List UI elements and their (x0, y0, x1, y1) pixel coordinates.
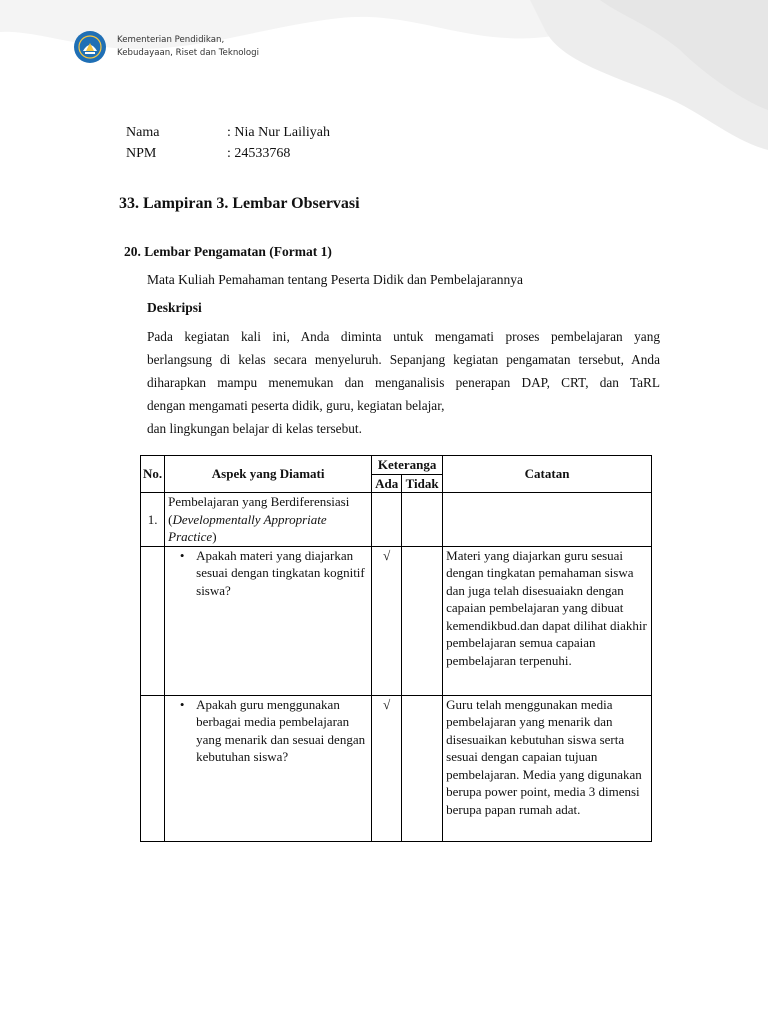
letterhead (74, 31, 259, 63)
description-line: dan lingkungan belajar di kelas tersebut. (147, 421, 362, 436)
aspect-question: Apakah materi yang diajarkan sesuai dengan tingkatan kognitif siswa? (196, 547, 365, 598)
ministry-line-2: Kebudayaan, Riset dan Teknologi (117, 48, 260, 58)
table-row (141, 695, 652, 841)
identity-block (126, 122, 330, 164)
header-aspek: Aspek yang Diamati (165, 456, 372, 493)
section-title: 33. Lampiran 3. Lembar Observasi (119, 195, 360, 212)
catatan-cell (443, 493, 652, 547)
ministry-name (117, 34, 259, 60)
ada-check: √ (372, 546, 402, 695)
description-line: dengan mengamati peserta didik, guru, kegiatan belajar, (147, 398, 445, 413)
catatan-text: Guru telah menggunakan media pembelajaran yang menarik dan disesuaikan kebutuhan siswa serta sesuai dengan capaian tujuan pembelajaran. Media yang digunakan berupa power point, media 3 dimensi berupa papan rumah adat. (443, 695, 652, 841)
description-line: Pada kegiatan kali ini, Anda diminta untuk mengamati proses pembelajaran yang (147, 329, 660, 344)
observation-table (140, 455, 652, 842)
name-value: : Nia Nur Lailiyah (227, 125, 331, 140)
description-line: diharapkan mampu menemukan dan menganalisis penerapan DAP, CRT, dan TaRL (147, 375, 660, 390)
aspect-category-close: ) (212, 529, 217, 544)
description-heading: Deskripsi (147, 300, 202, 315)
table-row (141, 493, 652, 547)
aspect-category-text: Pembelajaran yang Berdiferensiasi ( (168, 494, 350, 527)
table-header-row (141, 456, 652, 475)
tidak-cell (402, 695, 443, 841)
aspect-question: Apakah guru menggunakan berbagai media pembelajaran yang menarik dan sesuai dengan kebutuhan siswa? (196, 696, 366, 764)
bullet-icon: • (179, 547, 185, 563)
npm-value: : 24533768 (227, 146, 291, 161)
row-number (141, 546, 165, 695)
header-ada: Ada (372, 474, 402, 493)
ministry-line-1: Kementerian Pendidikan, (117, 35, 225, 45)
header-no: No. (141, 456, 165, 493)
aspect-category (165, 493, 372, 547)
row-number: 1. (141, 493, 165, 547)
tidak-cell (402, 493, 443, 547)
name-label: Nama (126, 125, 160, 140)
description-line: berlangsung di kelas secara menyeluruh. Sepanjang kegiatan pengamatan tersebut, Anda (147, 352, 660, 367)
tidak-cell (402, 546, 443, 695)
tut-wuri-handayani-logo-icon (74, 31, 106, 63)
header-catatan: Catatan (443, 456, 652, 493)
description-paragraph (147, 325, 660, 440)
ada-cell (372, 493, 402, 547)
aspect-item (165, 546, 372, 695)
header-keterangan: Keteranga (372, 456, 443, 475)
npm-row (126, 143, 330, 164)
aspect-category-italic: Developmentally Appropriate Practice (168, 511, 327, 544)
header-tidak: Tidak (402, 474, 443, 493)
course-title: Mata Kuliah Pemahaman tentang Peserta Didik dan Pembelajarannya (147, 272, 524, 287)
background-decoration (0, 0, 768, 180)
table-row (141, 546, 652, 695)
catatan-text: Materi yang diajarkan guru sesuai dengan tingkatan pemahaman siswa dan juga telah disesuaiakn dengan capaian pembelajaran yang dibuat kemendikbud.dan dapat dilihat diakhir pembelajaran semua capaian pembelajaran terpenuhi. (443, 546, 652, 695)
ada-check: √ (372, 695, 402, 841)
row-number (141, 695, 165, 841)
name-row (126, 122, 330, 143)
npm-label: NPM (126, 146, 157, 161)
subsection-title: 20. Lembar Pengamatan (Format 1) (124, 244, 332, 259)
aspect-item (165, 695, 372, 841)
bullet-icon: • (179, 696, 185, 712)
